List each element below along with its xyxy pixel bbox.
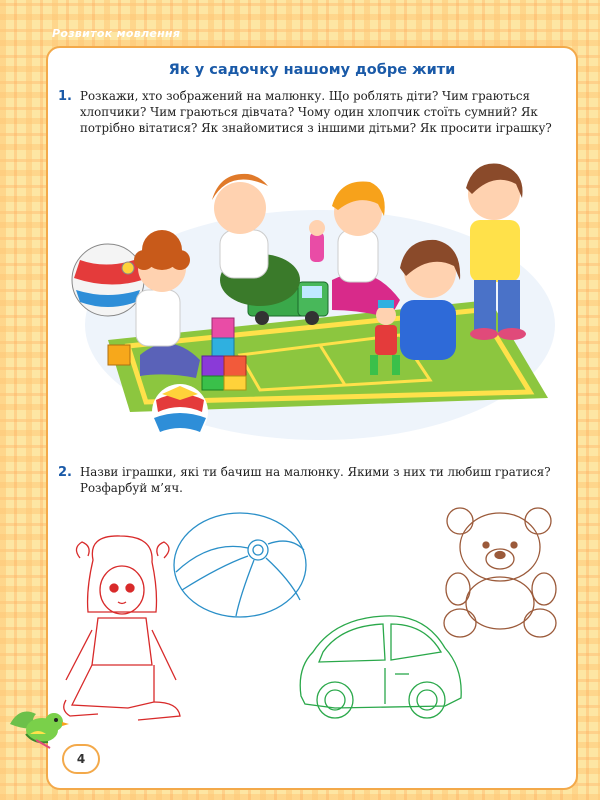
task-1-line: хлопчики? Чим граються дівчата? Чому один хлопчик стоїть сумний? Як xyxy=(80,105,538,119)
boy-sad xyxy=(466,164,526,341)
bear-outline-drawing[interactable] xyxy=(440,505,560,640)
task-2-line: Назви іграшки, які ти бачиш на малюнку. Якими з них ти любиш гратися? xyxy=(80,465,551,479)
doll-outline-drawing[interactable] xyxy=(58,530,188,730)
kindergarten-illustration xyxy=(70,150,560,445)
page-number: 4 xyxy=(62,744,100,774)
task-2-line: Розфарбуй м’яч. xyxy=(80,481,183,495)
task-1-line: Розкажи, хто зображений на малюнку. Що роблять діти? Чим граються xyxy=(80,89,530,103)
ball-outline-drawing[interactable] xyxy=(170,510,310,620)
beach-ball-left xyxy=(72,244,144,316)
page-title: Як у садочку нашому добре жити xyxy=(168,62,456,78)
striped-ball xyxy=(152,384,208,440)
task-1-text xyxy=(80,88,552,136)
task-2-number: 2. xyxy=(58,465,72,480)
section-label: Розвиток мовлення xyxy=(52,27,181,40)
task-1-line: потрібно вітатися? Як знайомитися з іншими дітьми? Як просити іграшку? xyxy=(80,121,552,135)
bird-decoration-icon xyxy=(6,700,70,752)
task-1-number: 1. xyxy=(58,89,72,104)
task-2-text xyxy=(80,464,551,496)
